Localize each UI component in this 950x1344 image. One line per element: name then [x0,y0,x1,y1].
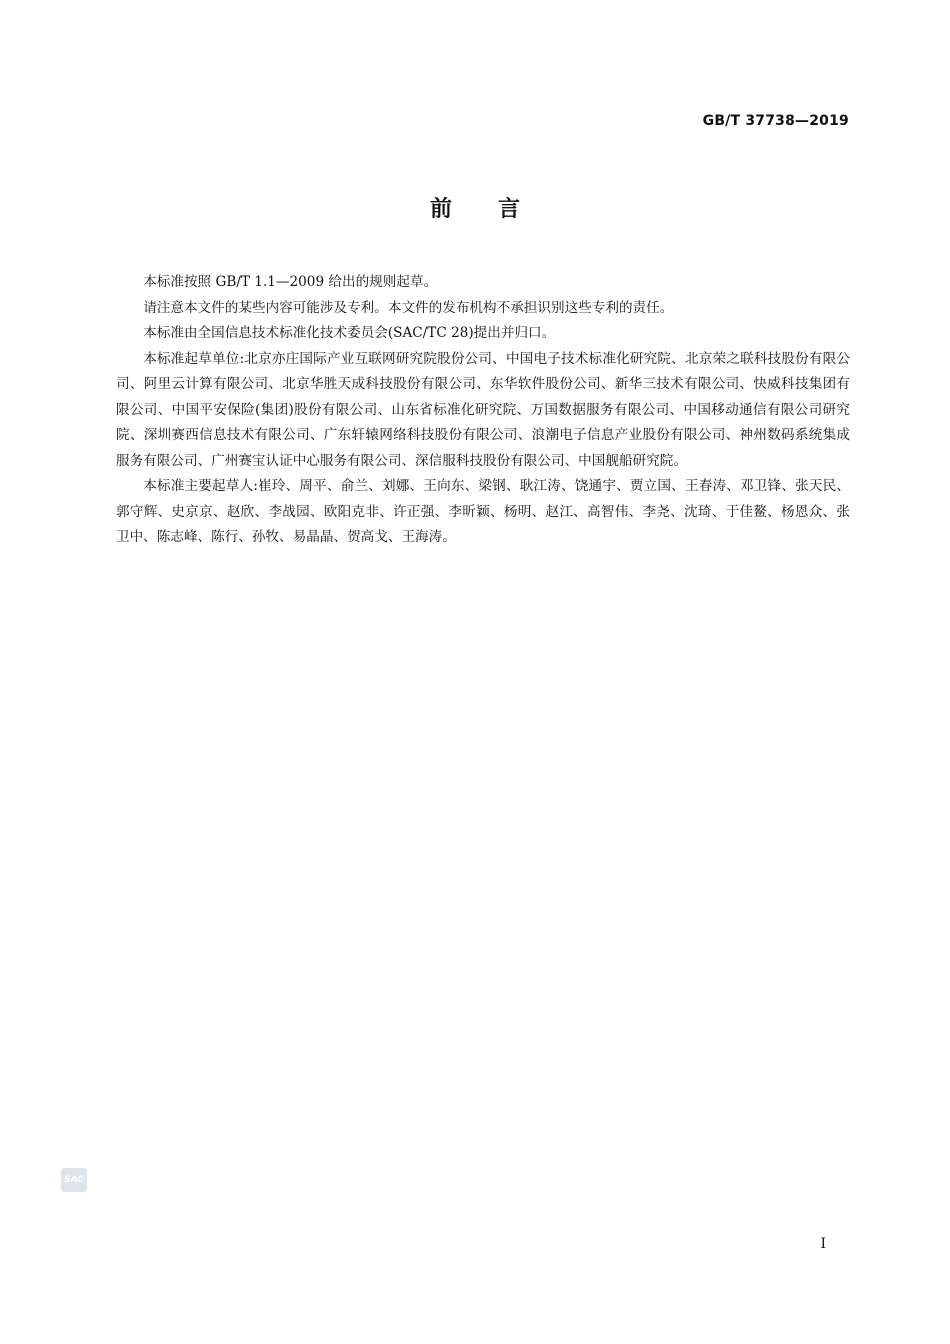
paragraph-drafting-rules: 本标准按照 GB/T 1.1—2009 给出的规则起草。 [143,274,438,290]
standard-code: GB/T 37738—2019 [702,113,849,129]
title-char-1: 前 [429,197,452,222]
sac-logo-icon [61,1168,87,1192]
page-number: I [820,1236,826,1252]
sac-logo-text: SAC [64,1175,84,1185]
paragraph-patent-notice: 请注意本文件的某些内容可能涉及专利。本文件的发布机构不承担识别这些专利的责任。 [143,299,674,316]
title-char-2: 言 [498,197,521,222]
foreword-body [116,270,850,551]
paragraph-drafting-units: 本标准起草单位:北京亦庄国际产业互联网研究院股份公司、中国电子技术标准化研究院、北京荣之联科技股份有限公司、阿里云计算有限公司、北京华胜天成科技股份有限公司、东华软件股份公司、新华三技术有限公司、快威科技集团有限公司、中国平安保险(集团)股份有限公司、山东省标准化研究院、万国数据服务有限公司、中国移动通信有限公司研究院、深圳赛西信息技术有限公司、广东轩辕网络科技股份有限公司、浪潮电子信息产业股份有限公司、神州数码系统集成服务有限公司、广州赛宝认证中心服务有限公司、深信服科技股份有限公司、中国舰船研究院。 [116,350,850,469]
page-title [0,194,950,226]
paragraph-proposer: 本标准由全国信息技术标准化技术委员会(SAC/TC 28)提出并归口。 [143,325,556,341]
paragraph-drafters: 本标准主要起草人:崔玲、周平、俞兰、刘娜、王向东、梁钢、耿江涛、饶通宇、贾立国、王春涛、邓卫锋、张天民、郭守辉、史京京、赵欣、李战园、欧阳克非、许正强、李昕颖、杨明、赵江、高智伟、李尧、沈琦、于佳鳌、杨恩众、张卫中、陈志峰、陈行、孙牧、易晶晶、贺高戈、王海涛。 [116,478,850,545]
